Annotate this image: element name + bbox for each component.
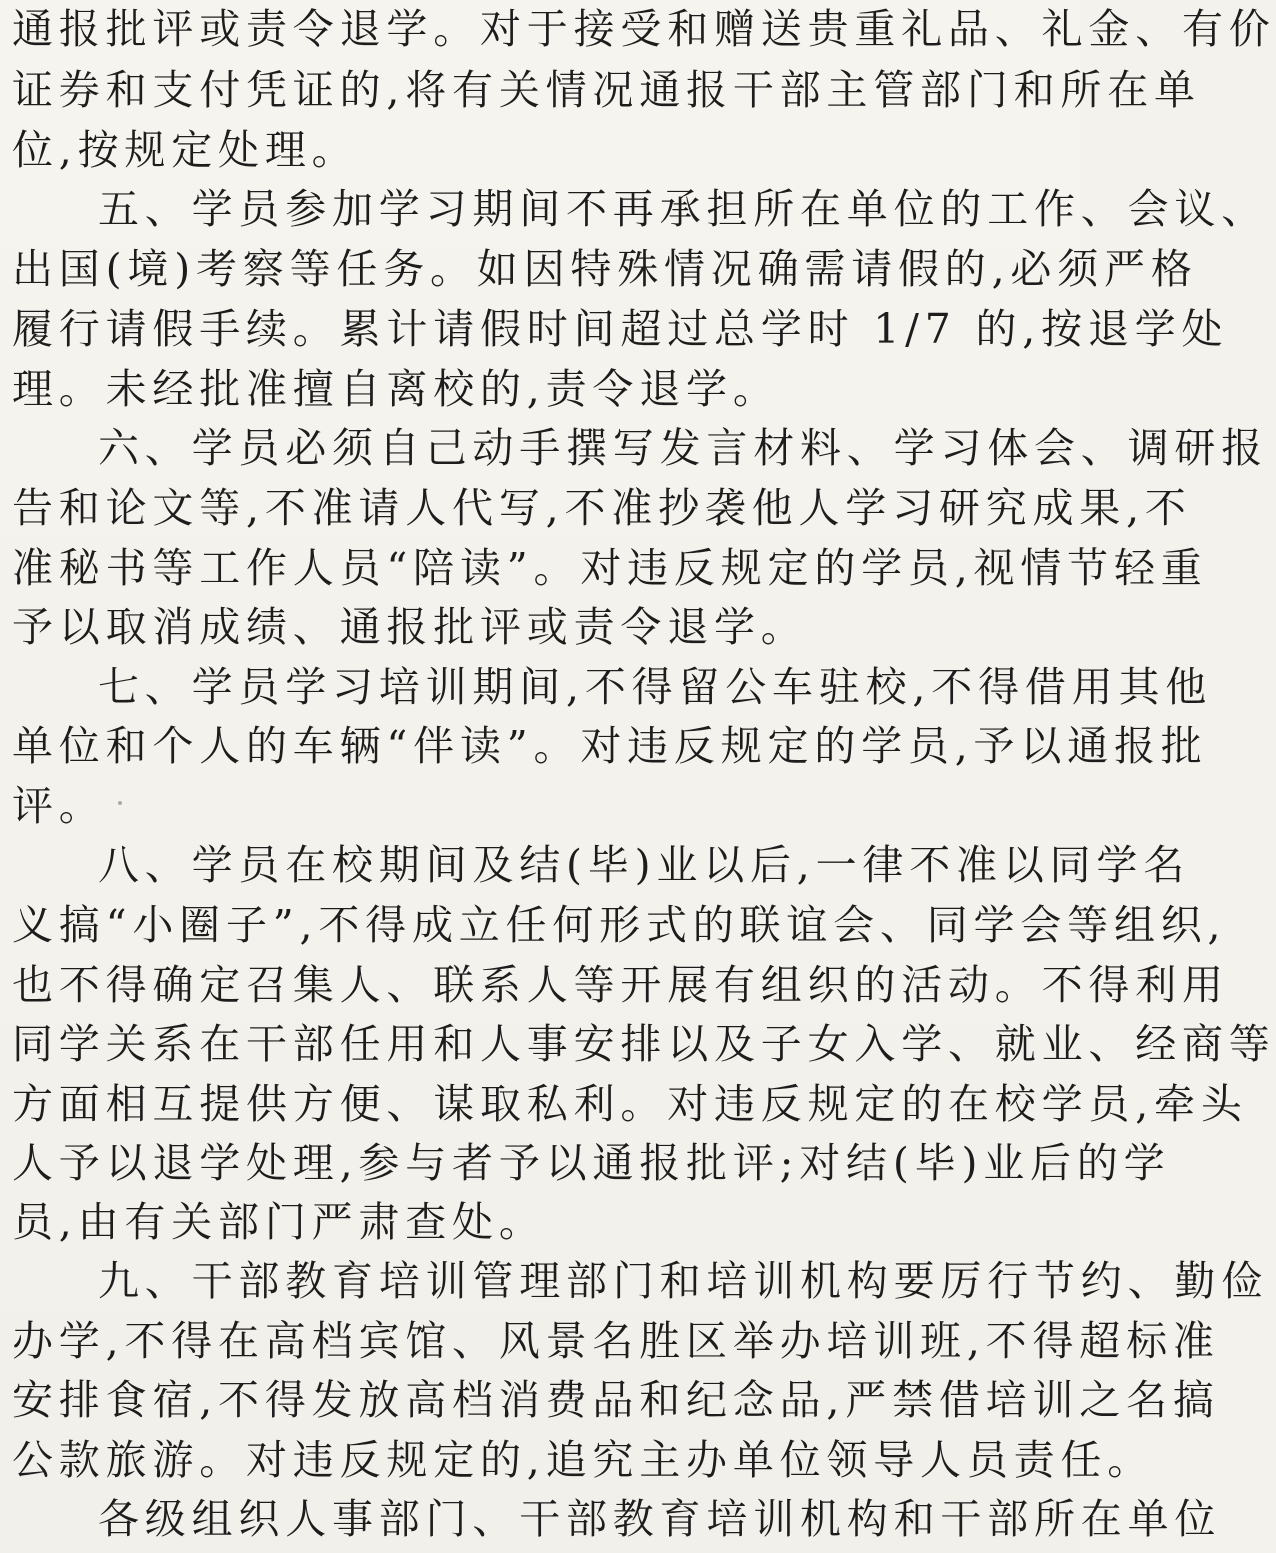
- text-line: 义搞“小圈子”,不得成立任何形式的联谊会、同学会等组织,: [12, 901, 1227, 949]
- text-line: 理。未经批准擅自离校的,责令退学。: [12, 365, 780, 413]
- scan-speck: [118, 801, 122, 805]
- text-line: 人予以退学处理,参与者予以通报批评;对结(毕)业后的学: [12, 1139, 1171, 1187]
- text-line: 证券和支付凭证的,将有关情况通报干部主管部门和所在单: [12, 66, 1201, 114]
- text-line: 方面相互提供方便、谋取私利。对违反规定的在校学员,牵头: [12, 1080, 1248, 1128]
- text-line: 单位和个人的车辆“伴读”。对违反规定的学员,予以通报批: [12, 722, 1208, 770]
- paragraph-8-start: 八、学员在校期间及结(毕)业以后,一律不准以同学名: [98, 841, 1191, 889]
- text-line: 同学关系在干部任用和人事安排以及子女入学、就业、经商等: [12, 1020, 1276, 1068]
- text-line: 员,由有关部门严肃查处。: [12, 1198, 546, 1246]
- paragraph-7-start: 七、学员学习培训期间,不得留公车驻校,不得借用其他: [98, 663, 1213, 711]
- text-line: 通报批评或责令退学。对于接受和赠送贵重礼品、礼金、有价: [12, 5, 1276, 53]
- text-line: 出国(境)考察等任务。如因特殊情况确需请假的,必须严格: [12, 245, 1198, 293]
- text-line: 安排食宿,不得发放高档消费品和纪念品,严禁借培训之名搞: [12, 1376, 1220, 1424]
- text-line: 办学,不得在高档宾馆、风景名胜区举办培训班,不得超标准: [12, 1317, 1220, 1365]
- text-line: 告和论文等,不准请人代写,不准抄袭他人学习研究成果,不: [12, 484, 1192, 532]
- paragraph-9-start: 九、干部教育培训管理部门和培训机构要厉行节约、勤俭: [98, 1257, 1268, 1305]
- text-line: 准秘书等工作人员“陪读”。对违反规定的学员,视情节轻重: [12, 544, 1208, 592]
- text-line: 公款旅游。对违反规定的,追究主办单位领导人员责任。: [12, 1436, 1155, 1484]
- text-line: 评。: [12, 782, 106, 830]
- paragraph-final-start: 各级组织人事部门、干部教育培训机构和干部所在单位: [98, 1495, 1222, 1543]
- text-line: 也不得确定召集人、联系人等开展有组织的活动。不得利用: [12, 961, 1229, 1009]
- paragraph-5-start: 五、学员参加学习期间不再承担所在单位的工作、会议、: [98, 185, 1268, 233]
- text-line: 履行请假手续。累计请假时间超过总学时 1/7 的,按退学处: [12, 305, 1229, 353]
- paragraph-6-start: 六、学员必须自己动手撰写发言材料、学习体会、调研报: [98, 424, 1268, 472]
- text-line: 予以取消成绩、通报批评或责令退学。: [12, 603, 808, 651]
- text-line: 位,按规定处理。: [12, 126, 359, 174]
